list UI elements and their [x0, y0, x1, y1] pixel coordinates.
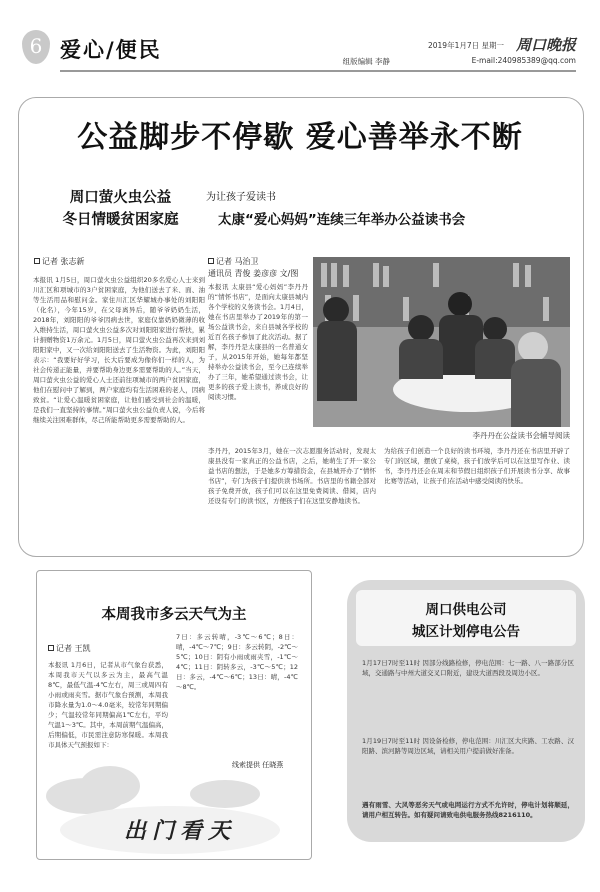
story1-byline: 记者 张志新 — [34, 256, 85, 267]
power-note: 遇有雨雪、大风等恶劣天气或电网运行方式不允许时，停电计划将顺延，请用户相互转告。如有疑问请致电供电服务热线8216110。 — [362, 801, 574, 819]
paper-name: 周口晚报 — [515, 36, 576, 54]
section-title: 爱心/便民 — [60, 37, 162, 62]
story2-kicker: 为让孩子爱读书 — [206, 192, 276, 203]
reading-event-photo — [313, 257, 570, 427]
story2-byline2: 通讯员 青俊 姜彦彦 文/图 — [208, 269, 299, 278]
header-rule — [60, 70, 576, 72]
story1-title-line1: 周口萤火虫公益 — [69, 190, 172, 206]
email-line: E-mail:240985389@qq.com — [471, 56, 576, 65]
story2-byline: 记者 马治卫 — [208, 256, 259, 267]
weather-title: 本周我市多云天气为主 — [101, 607, 247, 623]
date-line: 2019年1月7日 星期一 — [427, 41, 504, 50]
banner-headline: 公益脚步不停歇 爱心善举永不断 — [77, 120, 523, 155]
power-title-line2: 城区计划停电公告 — [412, 624, 520, 640]
story2-body-col2: 李丹丹，2015年3月，她在一次志愿服务活动时，发现太康县没有一家真正的公益书店，之后，她萌生了开一家公益书店的想法，于是她多方筹措资金，在县城开办了“情怀书店”，专门为孩子们提供读书场所。书店里的书籍全部对孩子免费开放，孩子们可以在这里免费阅读、借阅，店内还设有专门的读书区，方便孩子们在这里安静地读书。 — [208, 447, 376, 505]
page-number: 6 — [22, 30, 50, 64]
story2-body-col1: 本报讯 太康县“爱心妈妈”李丹丹的“情怀书店”，是面向太康县城内各个学校的义务读书会。1月4日，她在书店里举办了2019年的第一场公益读书会，来自县城各学校的近百名孩子参加了此次活动。据了解，李丹丹是太康县的一名普通女子，从2015年开始，她每年都坚持举办公益读书会，至今已连续举办了三年，她希望通过读书会，让更多的孩子爱上读书，养成良好的阅读习惯。 — [208, 283, 308, 401]
weather-body-col1: 本报讯 1月6日，记者从市气象台获悉，本周我市天气以多云为主，最高气温8℃，最低气温-4℃左右，周三或周四有小雨或雨夹雪。据市气象台预测，本周我市降水量为1.0～4.0毫米，较常年同期偏少；气温较常年同期偏高1℃左右，平均气温1～3℃。其中，本周前期气温偏高，后期偏低，市民需注意防寒保暖。本周我市具体天气预报如下： — [48, 661, 168, 749]
photo-caption: 李丹丹在公益读书会辅导阅读 — [472, 431, 570, 440]
weather-art — [40, 760, 308, 858]
weather-art-text: 出门看天 — [123, 818, 236, 844]
weather-byline: 记者 王凯 — [48, 643, 91, 654]
weather-body-col2: 7日：多云转晴，-3℃～6℃；8日：晴，-4℃～7℃；9日：多云转阴，-2℃～5℃；10日：阴有小雨或雨夹雪，-1℃～4℃；11日：阴转多云，-3℃～5℃；12日：多云，-4℃～6℃；13日：晴，-4℃～8℃。 — [176, 633, 298, 691]
editor-line: 组版编辑 李静 — [342, 57, 390, 66]
weather-source: 线索提供 任晓燕 — [232, 761, 284, 769]
story1-body: 本报讯 1月5日，周口萤火虫公益组织20多名爱心人士来到川汇区和项城市的3户贫困家庭，为他们送去了米、面、油等生活用品和慰问金。家住川汇区华耀城办事处的刘阳阳（化名），今年15岁，在父母离异后，随爷爷奶奶生活，2018年，刘阳阳的爷爷因病去世，家庭仅靠奶奶微薄的收入维持生活，周口萤火虫公益多次对刘阳阳家进行帮扶，累计捐赠物资1万余元。1月5日，周口萤火虫公益再次来到刘阳阳家中，又一次给刘阳阳送去了生活物资。为此，刘阳阳表示：“我要好好学习，长大后要成为像你们一样的人，为社会传递正能量，并要帮助身边更多需要帮助的人。”当天，周口萤火虫公益的爱心人士还前往项城市的两户贫困家庭，他们在慰问中了解到，两户家庭均有生活困难的老人，因病致贫。“让爱心温暖贫困家庭，让他们感受到社会的温暖，是我们一直坚持的事情。”周口萤火虫公益负责人说，今后将继续关注困难群体，尽己所能帮助更多需要帮助的人。 — [33, 276, 205, 424]
story2-title: 太康“爱心妈妈”连续三年举办公益读书会 — [218, 212, 466, 228]
power-title-line1: 周口供电公司 — [425, 602, 507, 618]
story2-body-col3: 为给孩子们创造一个良好的读书环境，李丹丹还在书店里开辟了专门的区域，摆放了桌椅，孩子们放学后可以在这里写作业、读书，李丹丹还会在周末和节假日组织孩子们开展读书分享、故事比赛等活动，让孩子们在活动中感受阅读的快乐。 — [384, 447, 570, 485]
power-item-1: 1月17日7时至11时 因部分线路检修，停电范围：七一路、八一路部分区域，交通路与中州大道交叉口附近，建设大道西段及周边小区。 — [362, 659, 574, 677]
story1-title-line2: 冬日情暖贫困家庭 — [62, 212, 179, 228]
power-item-2: 1月19日7时至11时 因设备检修，停电范围：川汇区大庆路、工农路、汉阳路、滨河路等周边区域，请相关用户提前做好准备。 — [362, 737, 574, 755]
page-header — [0, 0, 600, 80]
